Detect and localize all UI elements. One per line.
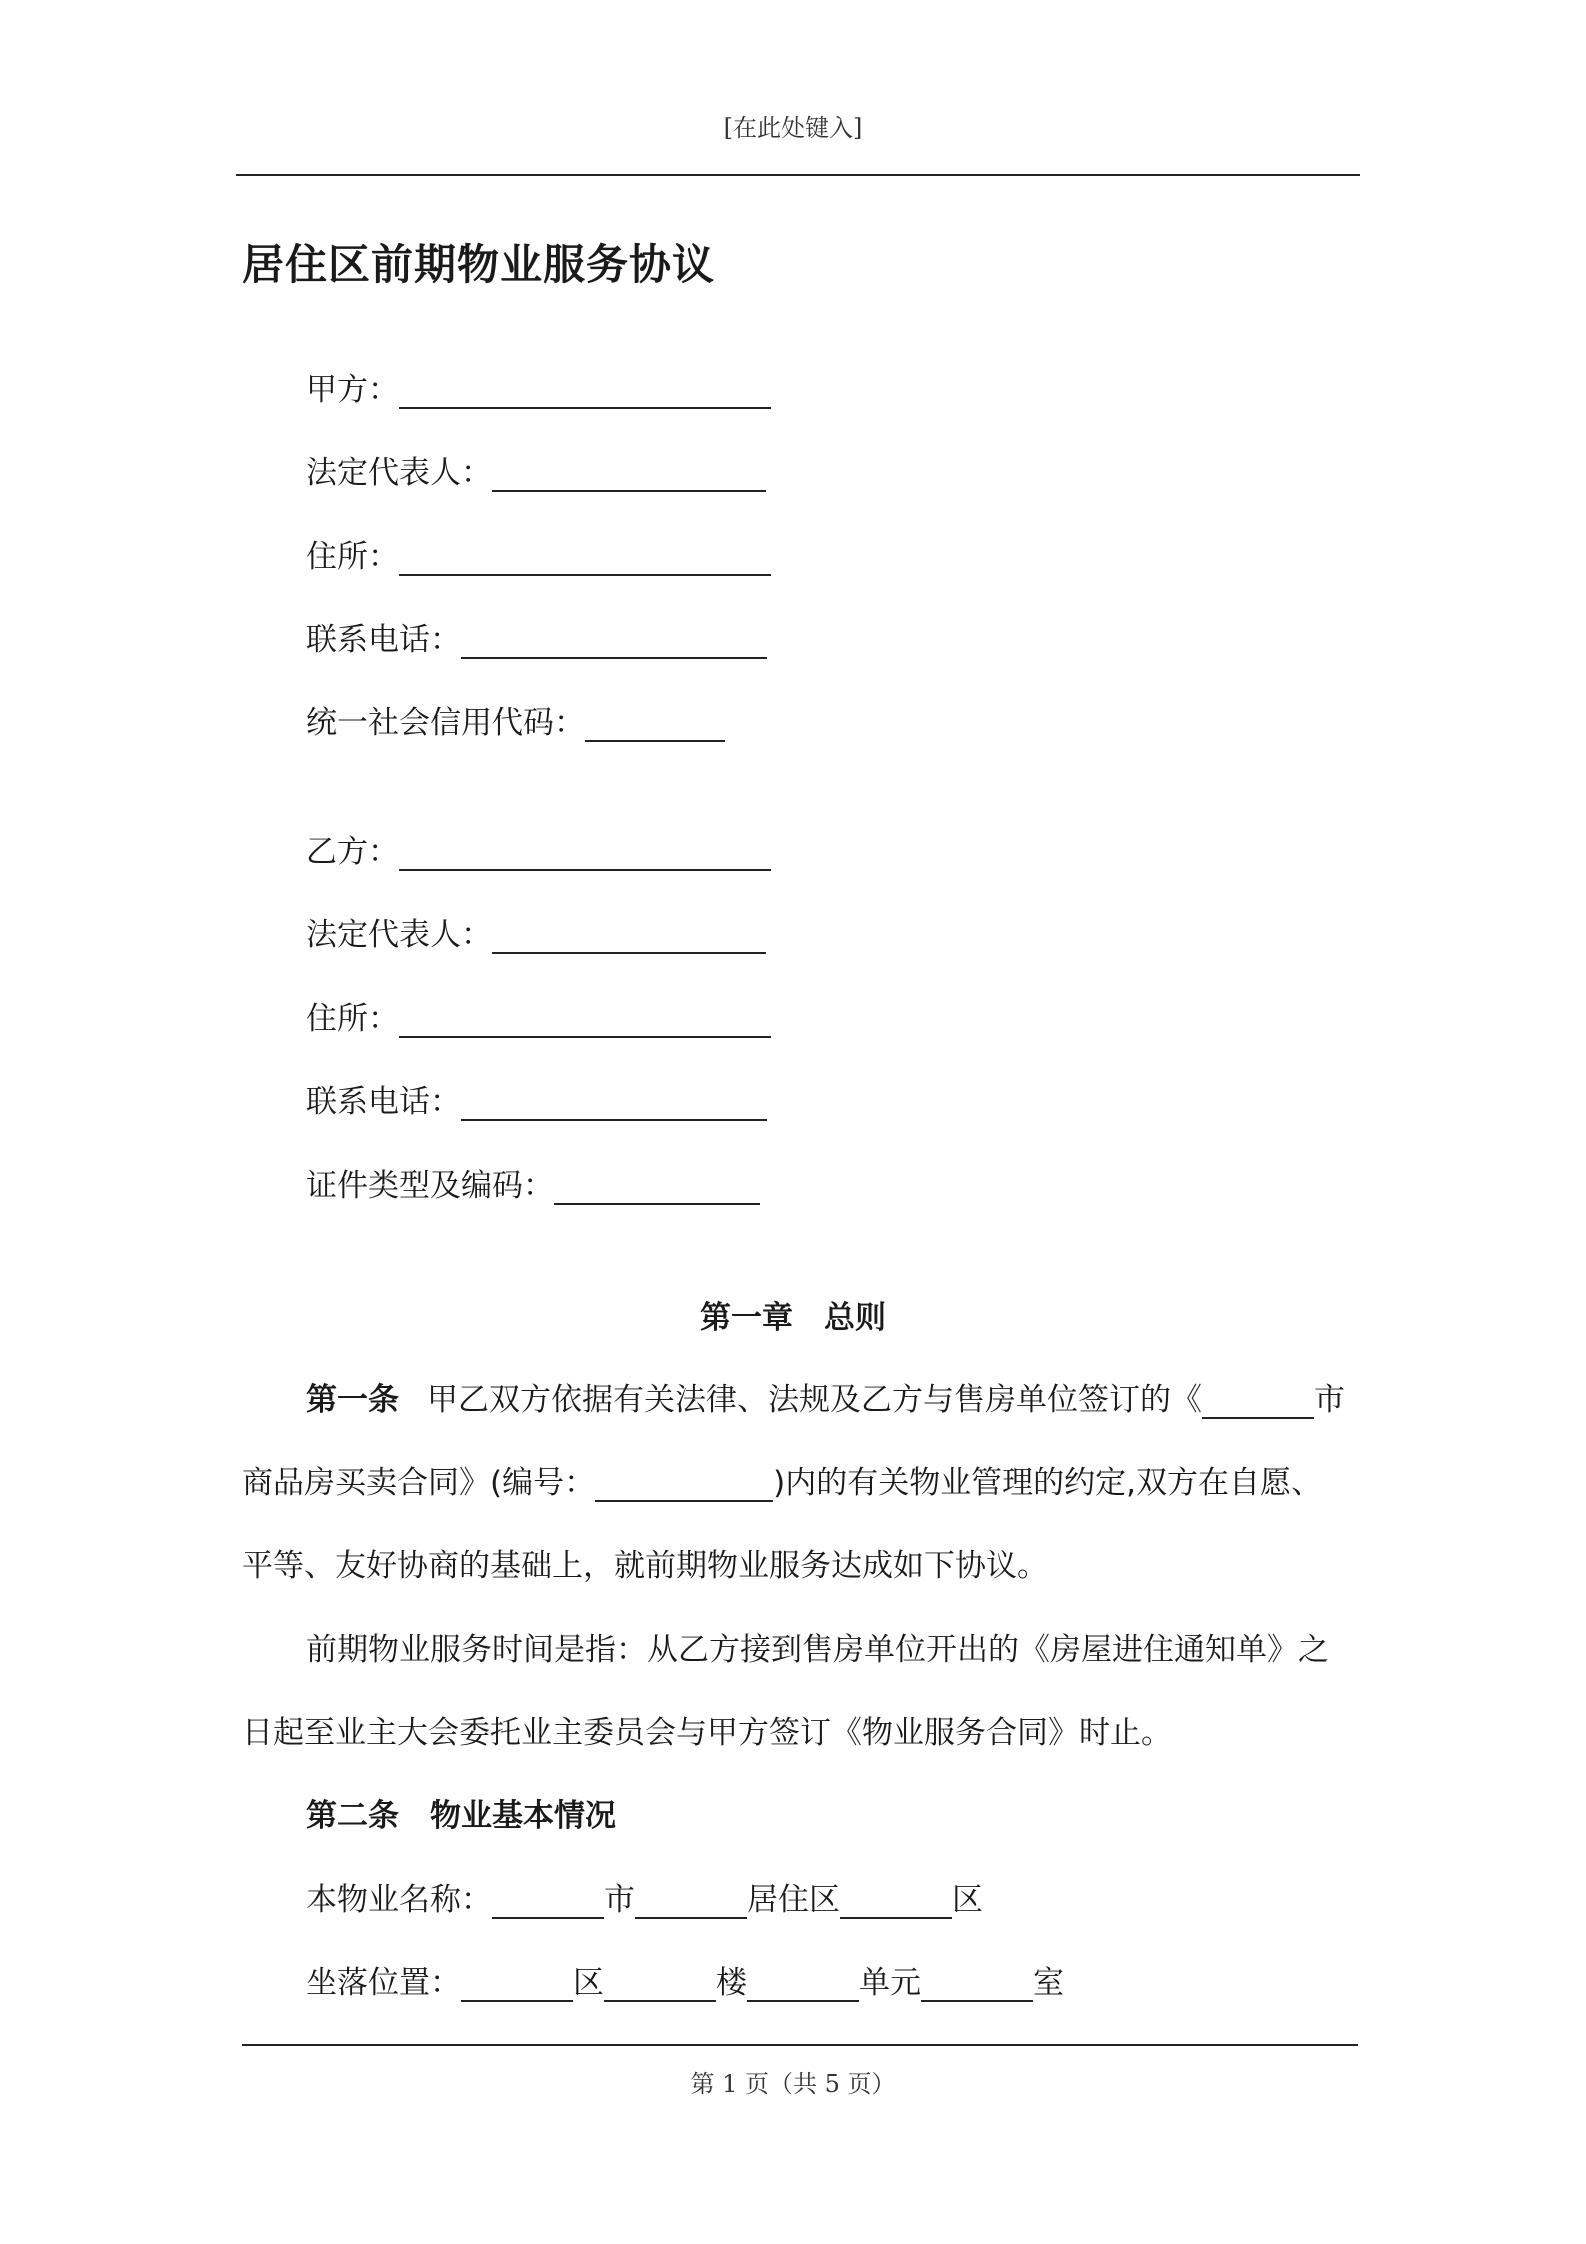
location-unit-unit: 单元 (859, 1965, 921, 2001)
party-b-rep-field (306, 909, 766, 954)
property-name-label: 本物业名称： (306, 1882, 492, 1918)
property-residential-area-blank[interactable] (635, 1883, 747, 1919)
article-1-para-2-line-1: 前期物业服务时间是指：从乙方接到售房单位开出的《房屋进住通知单》之 (306, 1632, 1329, 1668)
article-1-line-2 (242, 1457, 1322, 1502)
party-b-rep-label: 法定代表人： (306, 917, 492, 953)
location-unit-blank[interactable] (747, 1966, 859, 2002)
chapter-1-title: 第一章 总则 (700, 1300, 886, 1336)
property-city-blank[interactable] (492, 1883, 604, 1919)
party-a-address-blank[interactable] (399, 540, 771, 576)
location-zone-unit: 区 (573, 1965, 604, 2001)
article-1-para-2-line-2: 日起至业主大会委托业主委员会与甲方签订《物业服务合同》时止。 (242, 1715, 1172, 1751)
party-a-phone-field (306, 614, 767, 659)
party-b-phone-label: 联系电话： (306, 1084, 461, 1120)
party-a-rep-field (306, 447, 766, 492)
party-a-name-field (306, 364, 771, 409)
article-1-contract-number-blank[interactable] (595, 1466, 773, 1502)
party-b-rep-blank[interactable] (492, 918, 766, 954)
party-b-id-label: 证件类型及编码： (306, 1168, 554, 1204)
property-residential-area-unit: 居住区 (747, 1882, 840, 1918)
page-number: 第 1 页（共 5 页） (690, 2070, 896, 2098)
party-b-id-blank[interactable] (554, 1169, 760, 1205)
document-title: 居住区前期物业服务协议 (242, 240, 716, 289)
article-1-line-2-suffix: )内的有关物业管理的约定,双方在自愿、 (773, 1465, 1323, 1501)
party-b-address-label: 住所： (306, 1001, 399, 1037)
property-name-field (306, 1874, 983, 1919)
party-b-address-field (306, 993, 771, 1038)
location-zone-blank[interactable] (461, 1966, 573, 2002)
party-b-name-blank[interactable] (399, 835, 771, 871)
article-1-line-1-text: 甲乙双方依据有关法律、法规及乙方与售房单位签订的《 (427, 1382, 1202, 1418)
party-b-id-field (306, 1160, 760, 1205)
party-a-address-label: 住所： (306, 539, 399, 575)
party-a-phone-blank[interactable] (461, 623, 767, 659)
location-building-blank[interactable] (604, 1966, 716, 2002)
party-a-rep-label: 法定代表人： (306, 455, 492, 491)
party-a-credit-code-field (306, 697, 725, 742)
party-a-credit-code-label: 统一社会信用代码： (306, 705, 585, 741)
property-city-unit: 市 (604, 1882, 635, 1918)
party-b-address-blank[interactable] (399, 1002, 771, 1038)
party-b-name-label: 乙方： (306, 834, 399, 870)
party-b-phone-blank[interactable] (461, 1085, 767, 1121)
article-1-line-1-suffix: 市 (1314, 1382, 1345, 1418)
property-location-field (306, 1957, 1064, 2002)
property-location-label: 坐落位置： (306, 1965, 461, 2001)
header-divider (236, 174, 1360, 176)
party-b-name-field (306, 826, 771, 871)
party-a-name-blank[interactable] (399, 373, 771, 409)
party-b-phone-field (306, 1076, 767, 1121)
party-a-name-label: 甲方： (306, 372, 399, 408)
article-1-line-2-text: 商品房买卖合同》(编号： (242, 1465, 596, 1501)
article-1-line-3: 平等、友好协商的基础上，就前期物业服务达成如下协议。 (242, 1548, 1048, 1584)
property-zone-unit: 区 (952, 1882, 983, 1918)
party-a-credit-code-blank[interactable] (585, 706, 725, 742)
location-building-unit: 楼 (716, 1965, 747, 2001)
header-placeholder[interactable]: [在此处键入] (723, 114, 863, 142)
article-1-heading: 第一条 (306, 1382, 399, 1418)
article-1-line-1 (306, 1374, 1345, 1419)
location-room-unit: 室 (1033, 1965, 1064, 2001)
article-1-city-blank[interactable] (1202, 1383, 1314, 1419)
party-a-phone-label: 联系电话： (306, 622, 461, 658)
party-a-rep-blank[interactable] (492, 456, 766, 492)
article-2-heading: 第二条 物业基本情况 (306, 1798, 616, 1834)
location-room-blank[interactable] (921, 1966, 1033, 2002)
party-a-address-field (306, 531, 771, 576)
footer-divider (242, 2044, 1358, 2046)
property-zone-blank[interactable] (840, 1883, 952, 1919)
